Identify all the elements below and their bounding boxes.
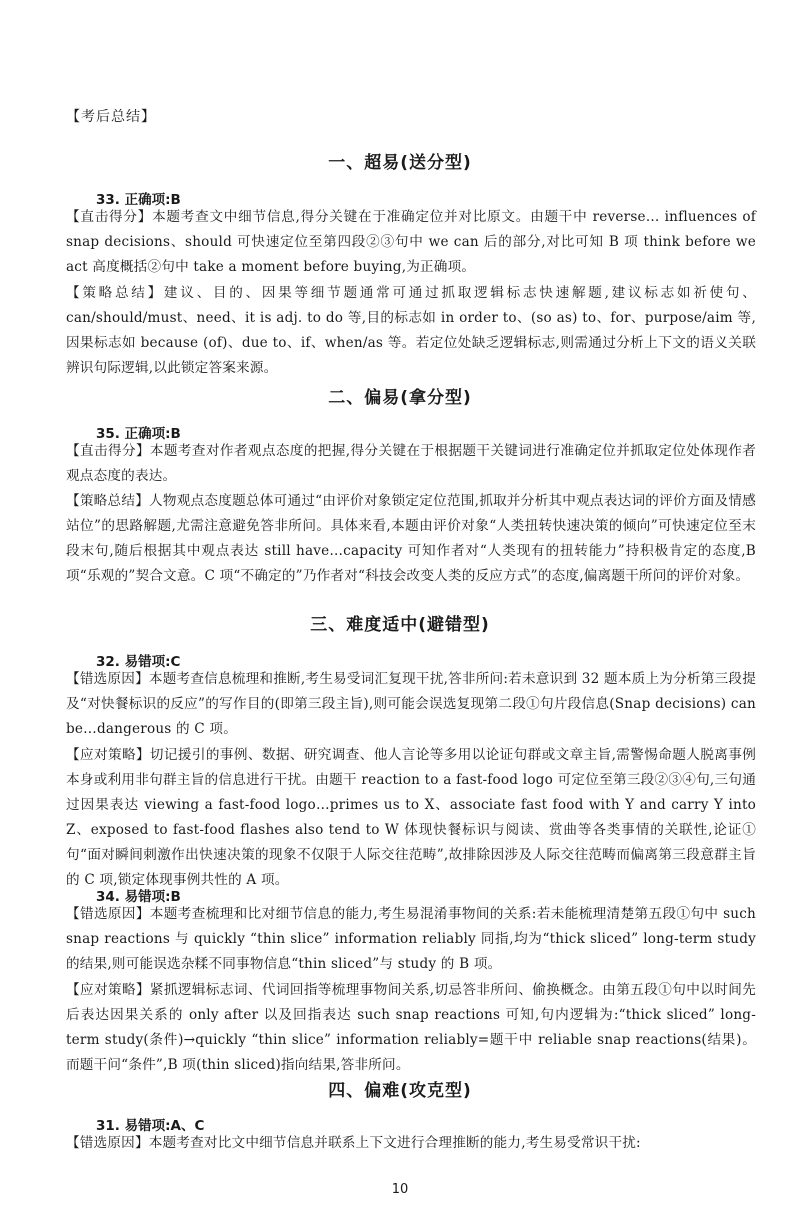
page-number: 10 [391,1182,409,1197]
paragraph-direct-score-33: 【直击得分】本题考查文中细节信息,得分关键在于准确定位并对比原文。由题干中 reverse… influences of snap decisions、should 可快速定位至第四段②③句中 we can 后的部分,对比可知 B 项 think before we act 高度概括②句中 take a moment before buying,为正确项。 [66,209,756,275]
question-31-label: 31. 易错项:A、C [96,1118,205,1134]
question-32-label: 32. 易错项:C [96,654,181,670]
section-heading-easy: 一、超易(送分型) [328,153,472,173]
section-heading-medium: 三、难度适中(避错型) [310,615,490,635]
paragraph-error-cause-31: 【错选原因】本题考查对比文中细节信息并联系上下文进行合理推断的能力,考生易受常识干扰: [66,1135,641,1151]
question-35-label: 35. 正确项:B [96,426,181,442]
paragraph-strategy-34: 【应对策略】紧抓逻辑标志词、代词回指等梳理事物间关系,切忌答非所问、偷换概念。由第五段①句中以时间先后表达因果关系的 only after 以及回指表达 such snap reactions 可知,句内逻辑为:“thick sliced” long-term study(条件)→quickly “thin slice” information reliably=题干中 reliable snap reactions(结果)。而题干问“条件”,B 项(thin sliced)指向结果,答非所问。 [66,982,756,1073]
question-33-label: 33. 正确项:B [96,192,181,208]
question-34-label: 34. 易错项:B [96,889,181,905]
paragraph-strategy-35: 【策略总结】人物观点态度题总体可通过“由评价对象锁定定位范围,抓取并分析其中观点表达词的评价方面及情感站位”的思路解题,尤需注意避免答非所问。具体来看,本题由评价对象“人类扭转快速决策的倾向”可快速定位至末段末句,随后根据其中观点表达 still have…capacity 可知作者对“人类现有的扭转能力”持积极肯定的态度,B 项“乐观的”契合文意。C 项“不确定的”乃作者对“科技会改变人类的反应方式”的态度,偏离题干所问的评价对象。 [66,493,756,584]
paragraph-direct-score-35: 【直击得分】本题考查对作者观点态度的把握,得分关键在于根据题干关键词进行准确定位并抓取定位处体现作者观点态度的表达。 [66,443,756,484]
paragraph-strategy-32: 【应对策略】切记援引的事例、数据、研究调查、他人言论等多用以论证句群或文章主旨,需警惕命题人脱离事例本身或利用非句群主旨的信息进行干扰。由题干 reaction to a fast-food logo 可定位至第三段②③④句,三句通过因果表达 viewing a fast-food logo…primes us to X、associate fast food with Y and carry Y into Z、exposed to fast-food flashes also tend to W 体现快餐标识与阅读、赏曲等各类事情的关联性,论证①句“面对瞬间刺激作出快速决策的现象不仅限于人际交往范畴”,故排除因涉及人际交往范畴而偏离第三段意群主旨的 C 项,锁定体现事例共性的 A 项。 [66,747,756,888]
paragraph-error-cause-32: 【错选原因】本题考查信息梳理和推断,考生易受词汇复现干扰,答非所问:若未意识到 32 题本质上为分析第三段提及“对快餐标识的反应”的写作目的(即第三段主旨),则可能会误选复现第二段①句片段信息(Snap decisions) can be…dangerous 的 C 项。 [66,671,756,737]
section-heading-fairly-easy: 二、偏易(拿分型) [328,388,472,408]
summary-tag: 【考后总结】 [66,109,156,125]
paragraph-error-cause-34: 【错选原因】本题考查梳理和比对细节信息的能力,考生易混淆事物间的关系:若未能梳理清楚第五段①句中 such snap reactions 与 quickly “thin slice” information reliably 同指,均为“thick sliced” long-term study 的结果,则可能误选杂糅不同事物信息“thin sliced”与 study 的 B 项。 [66,906,756,972]
paragraph-strategy-33: 【策略总结】建议、目的、因果等细节题通常可通过抓取逻辑标志快速解题,建议标志如祈使句、can/should/must、need、it is adj. to do 等,目的标志如 in order to、(so as) to、for、purpose/aim 等,因果标志如 because (of)、due to、if、when/as 等。若定位处缺乏逻辑标志,则需通过分析上下文的语义关联辨识句际逻辑,以此锁定答案来源。 [66,285,756,376]
section-heading-difficult: 四、偏难(攻克型) [328,1081,472,1101]
